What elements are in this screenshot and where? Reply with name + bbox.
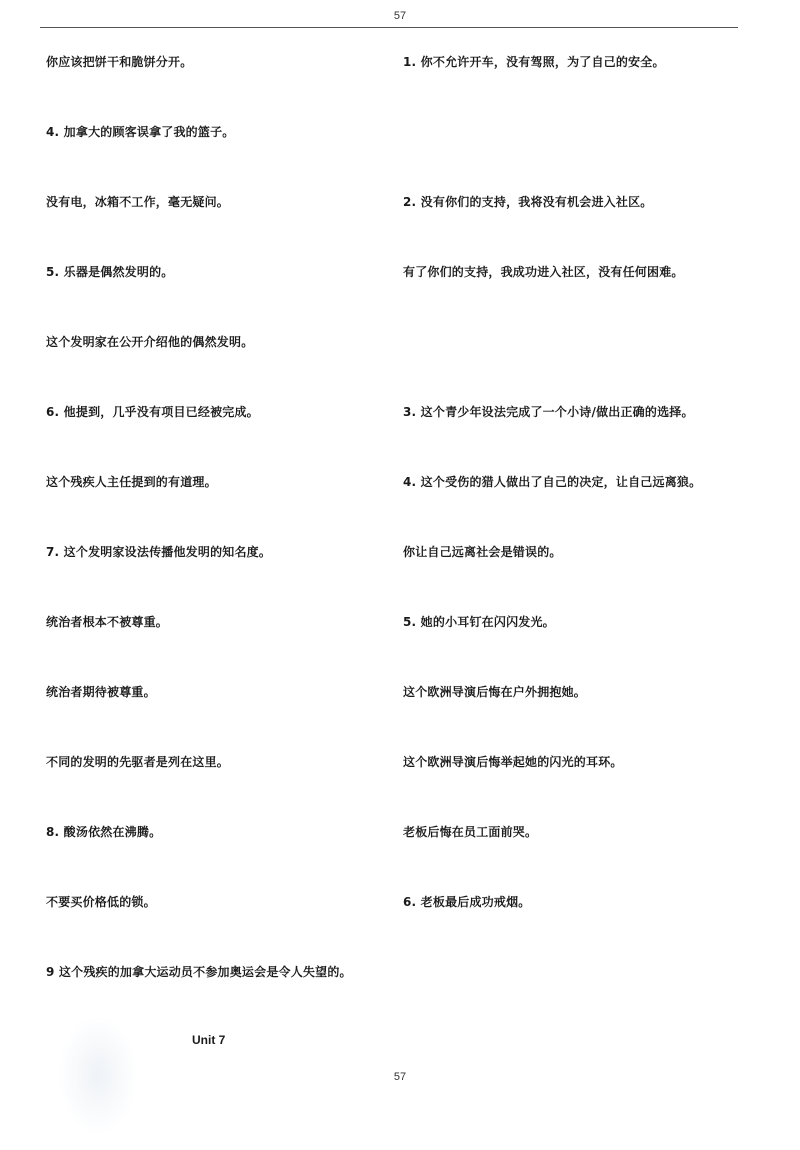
right-sentence: 你让自己远离社会是错误的。: [403, 545, 562, 559]
left-sentence: 统治者期待被尊重。: [46, 685, 156, 699]
right-sentence: 4. 这个受伤的猎人做出了自己的决定，让自己远离狼。: [403, 475, 702, 489]
left-sentence: 5. 乐器是偶然发明的。: [46, 265, 174, 279]
right-sentence: 这个欧洲导演后悔举起她的闪光的耳环。: [403, 755, 623, 769]
right-sentence: 3. 这个青少年设法完成了一个小诗/做出正确的选择。: [403, 405, 694, 419]
unit-label: Unit 7: [192, 1033, 226, 1047]
right-sentence: 2. 没有你们的支持，我将没有机会进入社区。: [403, 195, 653, 209]
left-sentence: 9 这个残疾的加拿大运动员不参加奥运会是令人失望的。: [46, 965, 352, 979]
left-sentence: 没有电，冰箱不工作，毫无疑问。: [46, 195, 230, 209]
left-sentence: 你应该把饼干和脆饼分开。: [46, 55, 193, 69]
header-page-number: 57: [393, 10, 407, 22]
left-sentence: 不同的发明的先驱者是列在这里。: [46, 755, 230, 769]
left-sentence: 8. 酸汤依然在沸腾。: [46, 825, 162, 839]
left-sentence: 统治者根本不被尊重。: [46, 615, 169, 629]
right-sentence: 6. 老板最后成功戒烟。: [403, 895, 531, 909]
footer-page-number: 57: [393, 1071, 407, 1083]
header-rule: [40, 27, 738, 28]
left-sentence: 这个发明家在公开介绍他的偶然发明。: [46, 335, 254, 349]
left-sentence: 这个残疾人主任提到的有道理。: [46, 475, 217, 489]
left-sentence: 不要买价格低的锁。: [46, 895, 156, 909]
left-sentence: 7. 这个发明家设法传播他发明的知名度。: [46, 545, 272, 559]
right-sentence: 老板后悔在员工面前哭。: [403, 825, 538, 839]
right-sentence: 这个欧洲导演后悔在户外拥抱她。: [403, 685, 587, 699]
right-sentence: 5. 她的小耳钉在闪闪发光。: [403, 615, 555, 629]
left-sentence: 6. 他提到，几乎没有项目已经被完成。: [46, 405, 259, 419]
right-sentence: 1. 你不允许开车，没有驾照，为了自己的安全。: [403, 55, 665, 69]
right-sentence: 有了你们的支持，我成功进入社区，没有任何困难。: [403, 265, 684, 279]
left-sentence: 4. 加拿大的顾客误拿了我的篮子。: [46, 125, 235, 139]
